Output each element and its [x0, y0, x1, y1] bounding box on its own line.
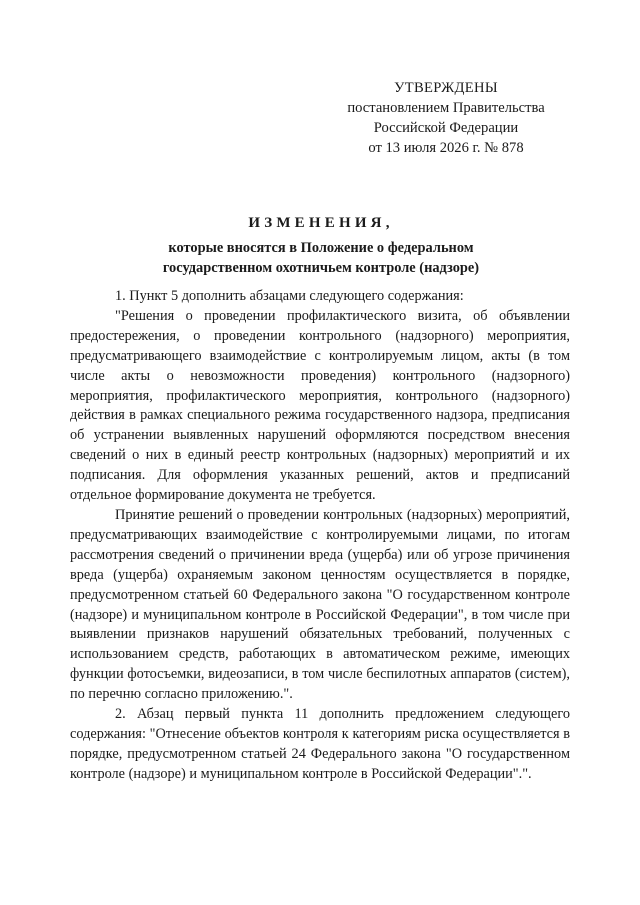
document-body — [70, 287, 570, 785]
paragraph-2: "Решения о проведении профилактического визита, об объявлении предостережения, о проведении контрольного (надзорного) мероприятия, предусматривающего взаимодействие с контролируемым лицом, акты (в том числе акты о невозможности проведения) контрольного (надзорного) мероприятия, профилактического мероприятия, контрольного (надзорного) действия в рамках специального режима государственного надзора, предписания об устранении выявленных нарушений оформляются посредством внесения сведений о них в единый реестр контрольных (надзорных) мероприятий и их подписания. Для оформления указанных решений, актов и предписаний отдельное формирование документа не требуется. — [70, 307, 570, 504]
title-subtitle — [70, 238, 572, 278]
title-subtitle-line-2: государственном охотничьем контроле (надзоре) — [162, 260, 480, 276]
approval-line-2: Российской Федерации — [373, 120, 519, 136]
paragraph-3: Принятие решений о проведении контрольных (надзорных) мероприятий, предусматривающих взаимодействие с контролируемыми лицами, по итогам рассмотрения сведений о причинении вреда (ущерба) или об угрозе причинения вреда (ущерба) охраняемым законом ценностям осуществляется в порядке, предусмотренном статьей 60 Федерального закона "О государственном контроле (надзоре) и муниципальном контроле в Российской Федерации", в том числе при выявлении признаков нарушений обязательных требований, полученных с использованием средств, работающих в автоматическом режиме, имеющих функции фотосъемки, видеозаписи, в том числе беспилотных аппаратов (систем), по перечню согласно приложению.". — [70, 506, 570, 703]
approval-stamp — [340, 78, 552, 158]
document-title — [70, 212, 572, 278]
title-subtitle-line-1: которые вносятся в Положение о федеральном — [168, 240, 474, 256]
title-main: ИЗМЕНЕНИЯ, — [248, 215, 394, 231]
approval-heading: УТВЕРЖДЕНЫ — [394, 80, 498, 96]
paragraph-1: 1. Пункт 5 дополнить абзацами следующего содержания: — [115, 288, 464, 304]
approval-line-1: постановлением Правительства — [347, 100, 545, 116]
approval-line-3: от 13 июля 2026 г. № 878 — [368, 140, 524, 156]
paragraph-4: 2. Абзац первый пункта 11 дополнить предложением следующего содержания: "Отнесение объектов контроля к категориям риска осуществляется в порядке, предусмотренном статьей 24 Федерального закона "О государственном контроле (надзоре) и муниципальном контроле в Российской Федерации".". — [70, 706, 570, 782]
